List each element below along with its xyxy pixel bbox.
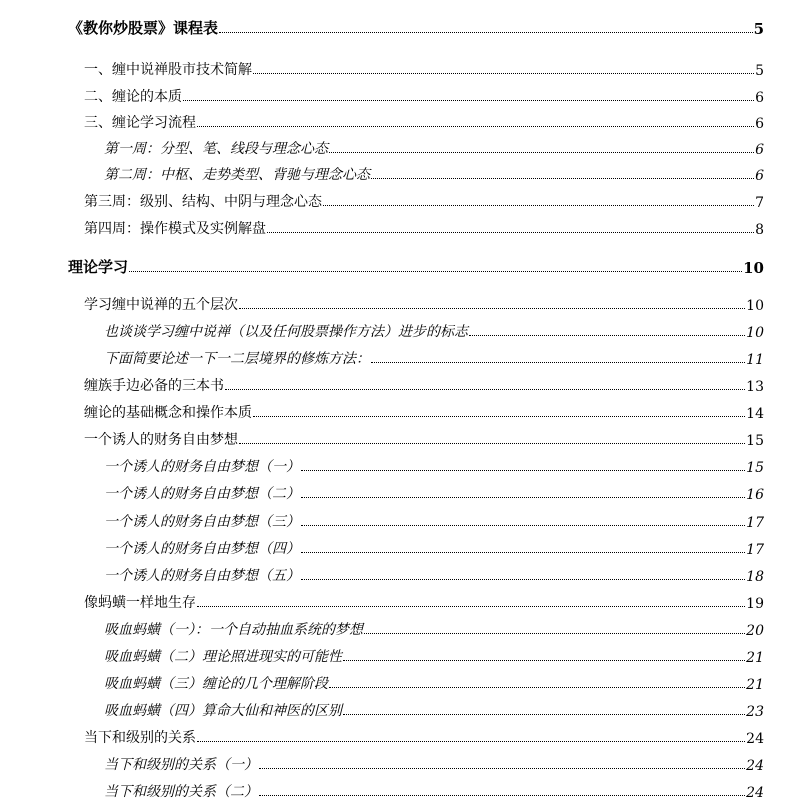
- toc-entry[interactable]: [84, 725, 764, 747]
- dot-leader: [301, 579, 745, 580]
- toc-entry[interactable]: [104, 752, 764, 774]
- toc-entry-title: 第一周：分型、笔、线段与理念心态: [104, 141, 328, 157]
- dot-leader: [301, 552, 745, 553]
- toc-entry-title: 像蚂蟥一样地生存: [84, 595, 196, 611]
- toc-entry-title: 一、缠中说禅股市技术简解: [84, 62, 252, 78]
- toc-entry-title: 缠论的基础概念和操作本质: [84, 405, 252, 421]
- toc-entry[interactable]: [104, 617, 764, 639]
- toc-entry-page-number: 10: [743, 259, 764, 277]
- toc-entry-title: 三、缠论学习流程: [84, 115, 196, 131]
- toc-entry[interactable]: [104, 563, 764, 585]
- dot-leader: [239, 443, 745, 444]
- dot-leader: [301, 525, 745, 526]
- toc-entry[interactable]: [104, 346, 764, 368]
- toc-entry-page-number: 21: [746, 677, 764, 693]
- toc-entry-page-number: 14: [746, 406, 764, 422]
- toc-entry-title: 二、缠论的本质: [84, 89, 182, 105]
- toc-entry-page-number: 17: [746, 515, 764, 531]
- toc-entry[interactable]: [104, 644, 764, 666]
- toc-entry-title: 下面简要论述一下一二层境界的修炼方法：: [104, 351, 370, 367]
- toc-entry-title: 缠族手边必备的三本书: [84, 378, 224, 394]
- toc-entry-page-number: 6: [755, 142, 764, 158]
- toc-entry[interactable]: [84, 590, 764, 612]
- toc-entry-page-number: 24: [746, 785, 764, 801]
- toc-entry[interactable]: [68, 16, 764, 38]
- toc-entry[interactable]: [104, 698, 764, 720]
- toc-entry-title: 吸血蚂蟥（二）理论照进现实的可能性: [104, 649, 342, 665]
- toc-entry-page-number: 24: [746, 758, 764, 774]
- dot-leader: [259, 795, 745, 796]
- toc-entry[interactable]: [84, 292, 764, 314]
- toc-entry-page-number: 5: [753, 20, 764, 38]
- toc-entry[interactable]: [84, 400, 764, 422]
- toc-entry-title: 学习缠中说禅的五个层次: [84, 297, 238, 313]
- toc-entry-title: 一个诱人的财务自由梦想（三）: [104, 514, 300, 530]
- toc-entry[interactable]: [84, 427, 764, 449]
- toc-entry-title: 吸血蚂蟥（四）算命大仙和神医的区别: [104, 703, 342, 719]
- toc-entry[interactable]: [104, 509, 764, 531]
- toc-entry-page-number: 6: [755, 116, 764, 132]
- toc-entry-page-number: 18: [746, 569, 764, 585]
- dot-leader: [329, 152, 754, 153]
- dot-leader: [343, 714, 745, 715]
- dot-leader: [267, 232, 754, 233]
- dot-leader: [259, 768, 745, 769]
- toc-entry-page-number: 24: [746, 731, 764, 747]
- toc-entry[interactable]: [104, 454, 764, 476]
- dot-leader: [183, 100, 754, 101]
- dot-leader: [225, 389, 745, 390]
- toc-entry[interactable]: [84, 373, 764, 395]
- dot-leader: [197, 741, 745, 742]
- toc-entry-title: 第二周：中枢、走势类型、背驰与理念心态: [104, 167, 370, 183]
- toc-entry-title: 一个诱人的财务自由梦想: [84, 432, 238, 448]
- dot-leader: [329, 687, 745, 688]
- toc-entry[interactable]: [104, 779, 764, 801]
- toc-entry-page-number: 10: [746, 325, 764, 341]
- dot-leader: [239, 308, 745, 309]
- toc-entry-page-number: 11: [746, 352, 764, 368]
- dot-leader: [371, 178, 754, 179]
- toc-entry[interactable]: [104, 136, 764, 158]
- toc-entry-page-number: 21: [746, 650, 764, 666]
- toc-entry[interactable]: [104, 671, 764, 693]
- toc-entry[interactable]: [84, 110, 764, 132]
- toc-entry-title: 吸血蚂蟥（三）缠论的几个理解阶段: [104, 676, 328, 692]
- toc-entry-title: 第四周：操作模式及实例解盘: [84, 221, 266, 237]
- dot-leader: [301, 497, 745, 498]
- toc-entry-page-number: 8: [755, 222, 764, 238]
- toc-entry-page-number: 17: [746, 542, 764, 558]
- toc-entry-title: 第三周：级别、结构、中阴与理念心态: [84, 194, 322, 210]
- toc-entry[interactable]: [68, 255, 764, 277]
- toc-entry-title: 一个诱人的财务自由梦想（一）: [104, 459, 300, 475]
- dot-leader: [469, 335, 745, 336]
- toc-entry-page-number: 5: [755, 63, 764, 79]
- dot-leader: [253, 73, 754, 74]
- toc-entry[interactable]: [84, 84, 764, 106]
- dot-leader: [364, 633, 745, 634]
- toc-entry-title: 一个诱人的财务自由梦想（二）: [104, 486, 300, 502]
- toc-entry-page-number: 15: [746, 460, 764, 476]
- toc-entry-title: 一个诱人的财务自由梦想（四）: [104, 541, 300, 557]
- toc-entry[interactable]: [84, 189, 764, 211]
- toc-entry-title: 理论学习: [68, 258, 129, 276]
- dot-leader: [197, 126, 754, 127]
- toc-entry[interactable]: [104, 319, 764, 341]
- toc-entry-page-number: 6: [755, 90, 764, 106]
- toc-entry-title: 吸血蚂蟥（一）：一个自动抽血系统的梦想: [104, 622, 363, 638]
- toc-entry-page-number: 15: [746, 433, 764, 449]
- toc-entry-page-number: 7: [755, 195, 764, 211]
- toc-entry-page-number: 10: [746, 298, 764, 314]
- toc-entry-page-number: 20: [746, 623, 764, 639]
- toc-entry-title: 也谈谈学习缠中说禅（以及任何股票操作方法）进步的标志: [104, 324, 468, 340]
- dot-leader: [129, 271, 742, 272]
- toc-entry-title: 当下和级别的关系: [84, 730, 196, 746]
- toc-entry-page-number: 13: [746, 379, 764, 395]
- toc-entry-title: 当下和级别的关系（二）: [104, 784, 258, 800]
- dot-leader: [323, 205, 754, 206]
- dot-leader: [301, 470, 745, 471]
- toc-entry[interactable]: [104, 162, 764, 184]
- dot-leader: [343, 660, 745, 661]
- toc-entry-page-number: 6: [755, 168, 764, 184]
- toc-entry-page-number: 23: [746, 704, 764, 720]
- toc-entry[interactable]: [104, 536, 764, 558]
- toc-entry-page-number: 19: [746, 596, 764, 612]
- dot-leader: [371, 362, 745, 363]
- dot-leader: [197, 606, 745, 607]
- toc-entry-page-number: 16: [746, 487, 764, 503]
- toc-entry-title: 《教你炒股票》课程表: [68, 19, 219, 37]
- toc-entry[interactable]: [104, 481, 764, 503]
- toc-entry-title: 当下和级别的关系（一）: [104, 757, 258, 773]
- dot-leader: [253, 416, 745, 417]
- toc-entry-title: 一个诱人的财务自由梦想（五）: [104, 568, 300, 584]
- dot-leader: [219, 32, 753, 33]
- toc-entry[interactable]: [84, 216, 764, 238]
- toc-entry[interactable]: [84, 57, 764, 79]
